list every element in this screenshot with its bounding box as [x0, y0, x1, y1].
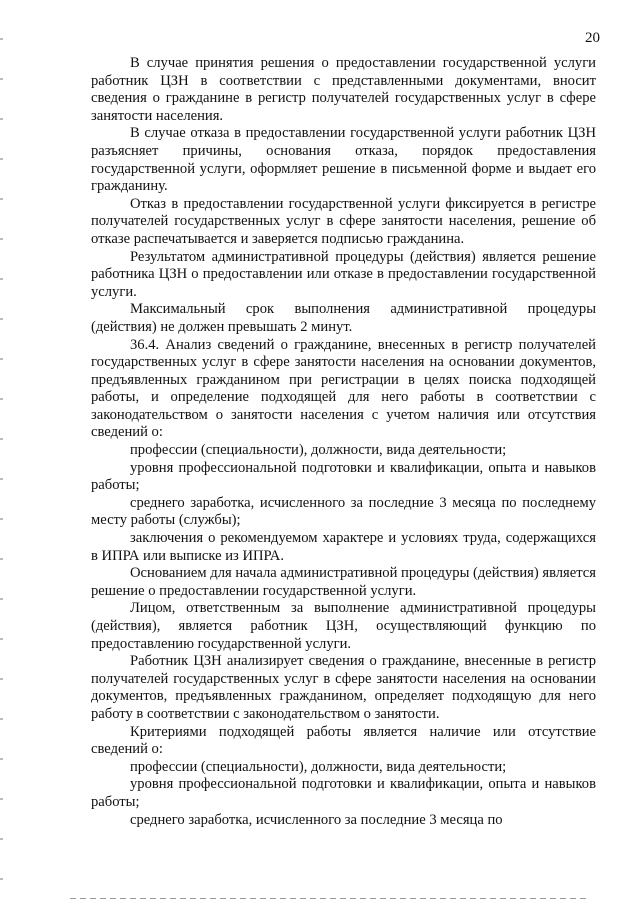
scan-bottom-artifact: [70, 898, 590, 899]
paragraph: Максимальный срок выполнения административной процедуры (действия) не должен превышать 2 минут.: [91, 301, 596, 335]
paragraph: Основанием для начала административной процедуры (действия) является решение о предоставлении государственной услуги.: [91, 565, 596, 599]
paragraph: Лицом, ответственным за выполнение административной процедуры (действия), является работник ЦЗН, осуществляющий функцию по предоставлению государственной услуги.: [91, 600, 596, 652]
scan-edge-artifact: [0, 0, 3, 905]
list-item: заключения о рекомендуемом характере и условиях труда, содержащихся в ИПРА или выписке из ИПРА.: [91, 530, 596, 564]
page-number: 20: [585, 30, 600, 46]
list-item: профессии (специальности), должности, вида деятельности;: [130, 442, 507, 459]
section-36-4-paragraph: 36.4. Анализ сведений о гражданине, внесенных в регистр получателей государственных услуг в сфере занятости населения на основании документов, предъявленных гражданином при регистрации в целях поиска подходящей работы, и определение подходящей для него работы в соответствии с законодательством о занятости населения с учетом наличия или отсутствия сведений о:: [91, 336, 596, 441]
list-item: профессии (специальности), должности, вида деятельности;: [130, 758, 507, 775]
list-item: уровня профессиональной подготовки и квалификации, опыта и навыков работы;: [91, 459, 596, 494]
paragraph: В случае отказа в предоставлении государственной услуги работник ЦЗН разъясняет причины, основания отказа, порядок предоставления государственной услуги, оформляет решение в письменной форме и выдает его гражданину.: [91, 125, 596, 195]
list-item: среднего заработка, исчисленного за последние 3 месяца по последнему месту работы (службы);: [91, 494, 596, 529]
paragraph: В случае принятия решения о предоставлении государственной услуги работник ЦЗН в соответствии с представленными документами, вносит сведения о гражданине в регистр получателей государственных услуг в сфере занятости населения.: [91, 55, 596, 124]
list-item: среднего заработка, исчисленного за последние 3 месяца по: [130, 811, 503, 828]
paragraph: Результатом административной процедуры (действия) является решение работника ЦЗН о предоставлении или отказе в предоставлении государственной услуги.: [91, 248, 596, 300]
paragraph: Отказ в предоставлении государственной услуги фиксируется в регистре получателей государственных услуг в сфере занятости населения, решение об отказе распечатывается и заверяется подписью гражданина.: [91, 195, 596, 247]
list-item: уровня профессиональной подготовки и квалификации, опыта и навыков работы;: [91, 776, 596, 810]
paragraph: Работник ЦЗН анализирует сведения о гражданине, внесенные в регистр получателей государственных услуг в сфере занятости населения на основании документов, предъявленных гражданином, определяет подходящую для него работу в соответствии с законодательством о занятости.: [91, 653, 596, 722]
paragraph: Критериями подходящей работы является наличие или отсутствие сведений о:: [91, 723, 596, 758]
document-body: [91, 55, 596, 829]
